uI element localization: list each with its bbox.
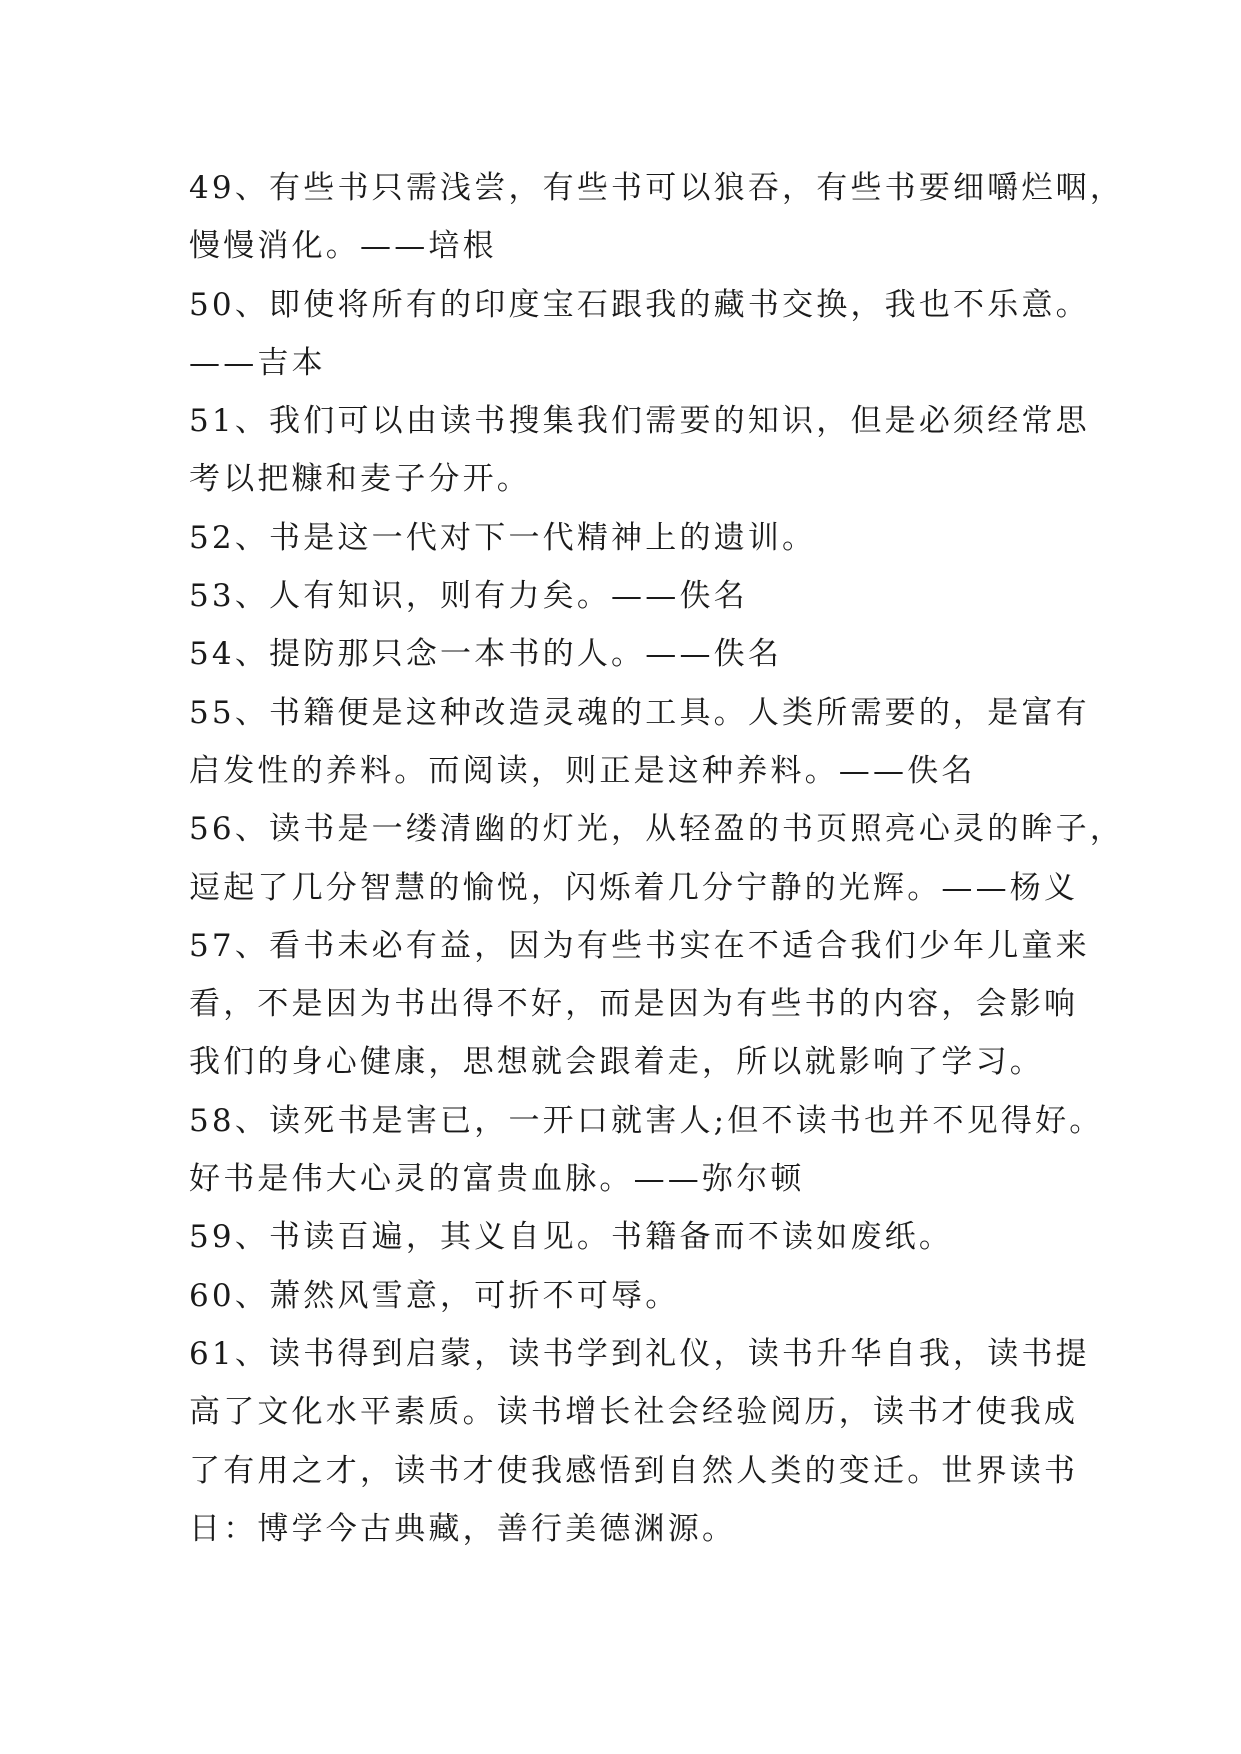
text-line: 了有用之才，读书才使我感悟到自然人类的变迁。世界读书	[189, 1452, 1079, 1489]
text-line: 60、萧然风雪意，可折不可辱。	[189, 1277, 680, 1314]
text-line: 49、有些书只需浅尝，有些书可以狼吞，有些书要细嚼烂咽，	[189, 170, 1125, 206]
text-line: 50、即使将所有的印度宝石跟我的藏书交换，我也不乐意。	[189, 286, 1090, 323]
text-line: 看，不是因为书出得不好，而是因为有些书的内容，会影响	[189, 986, 1079, 1023]
text-line: 61、读书得到启蒙，读书学到礼仪，读书升华自我，读书提	[189, 1335, 1090, 1372]
text-line: ——吉本	[189, 344, 326, 381]
text-line: 53、人有知识，则有力矣。——佚名	[189, 578, 748, 615]
text-line: 55、书籍便是这种改造灵魂的工具。人类所需要的，是富有	[189, 694, 1090, 731]
text-line: 日：博学今古典藏，善行美德渊源。	[189, 1510, 737, 1547]
quotes-text-block	[189, 159, 1125, 1558]
text-line: 好书是伟大心灵的富贵血脉。——弥尔顿	[189, 1161, 805, 1198]
text-line: 考以把糠和麦子分开。	[189, 461, 531, 498]
text-line: 逗起了几分智慧的愉悦，闪烁着几分宁静的光辉。——杨义	[189, 869, 1079, 906]
text-line: 54、提防那只念一本书的人。——佚名	[189, 636, 783, 673]
text-line: 56、读书是一缕清幽的灯光，从轻盈的书页照亮心灵的眸子，	[189, 811, 1125, 848]
text-line: 启发性的养料。而阅读，则正是这种养料。——佚名	[189, 752, 976, 789]
text-line: 57、看书未必有益，因为有些书实在不适合我们少年儿童来	[189, 927, 1090, 964]
text-line: 59、书读百遍，其义自见。书籍备而不读如废纸。	[189, 1219, 954, 1256]
text-line: 慢慢消化。——培根	[189, 228, 497, 265]
text-line: 我们的身心健康，思想就会跟着走，所以就影响了学习。	[189, 1044, 1044, 1081]
text-line: 高了文化水平素质。读书增长社会经验阅历，读书才使我成	[189, 1394, 1079, 1431]
text-line: 52、书是这一代对下一代精神上的遗训。	[189, 519, 817, 556]
text-line: 51、我们可以由读书搜集我们需要的知识，但是必须经常思	[189, 403, 1090, 440]
text-line: 58、读死书是害已，一开口就害人;但不读书也并不见得好。	[189, 1102, 1104, 1139]
